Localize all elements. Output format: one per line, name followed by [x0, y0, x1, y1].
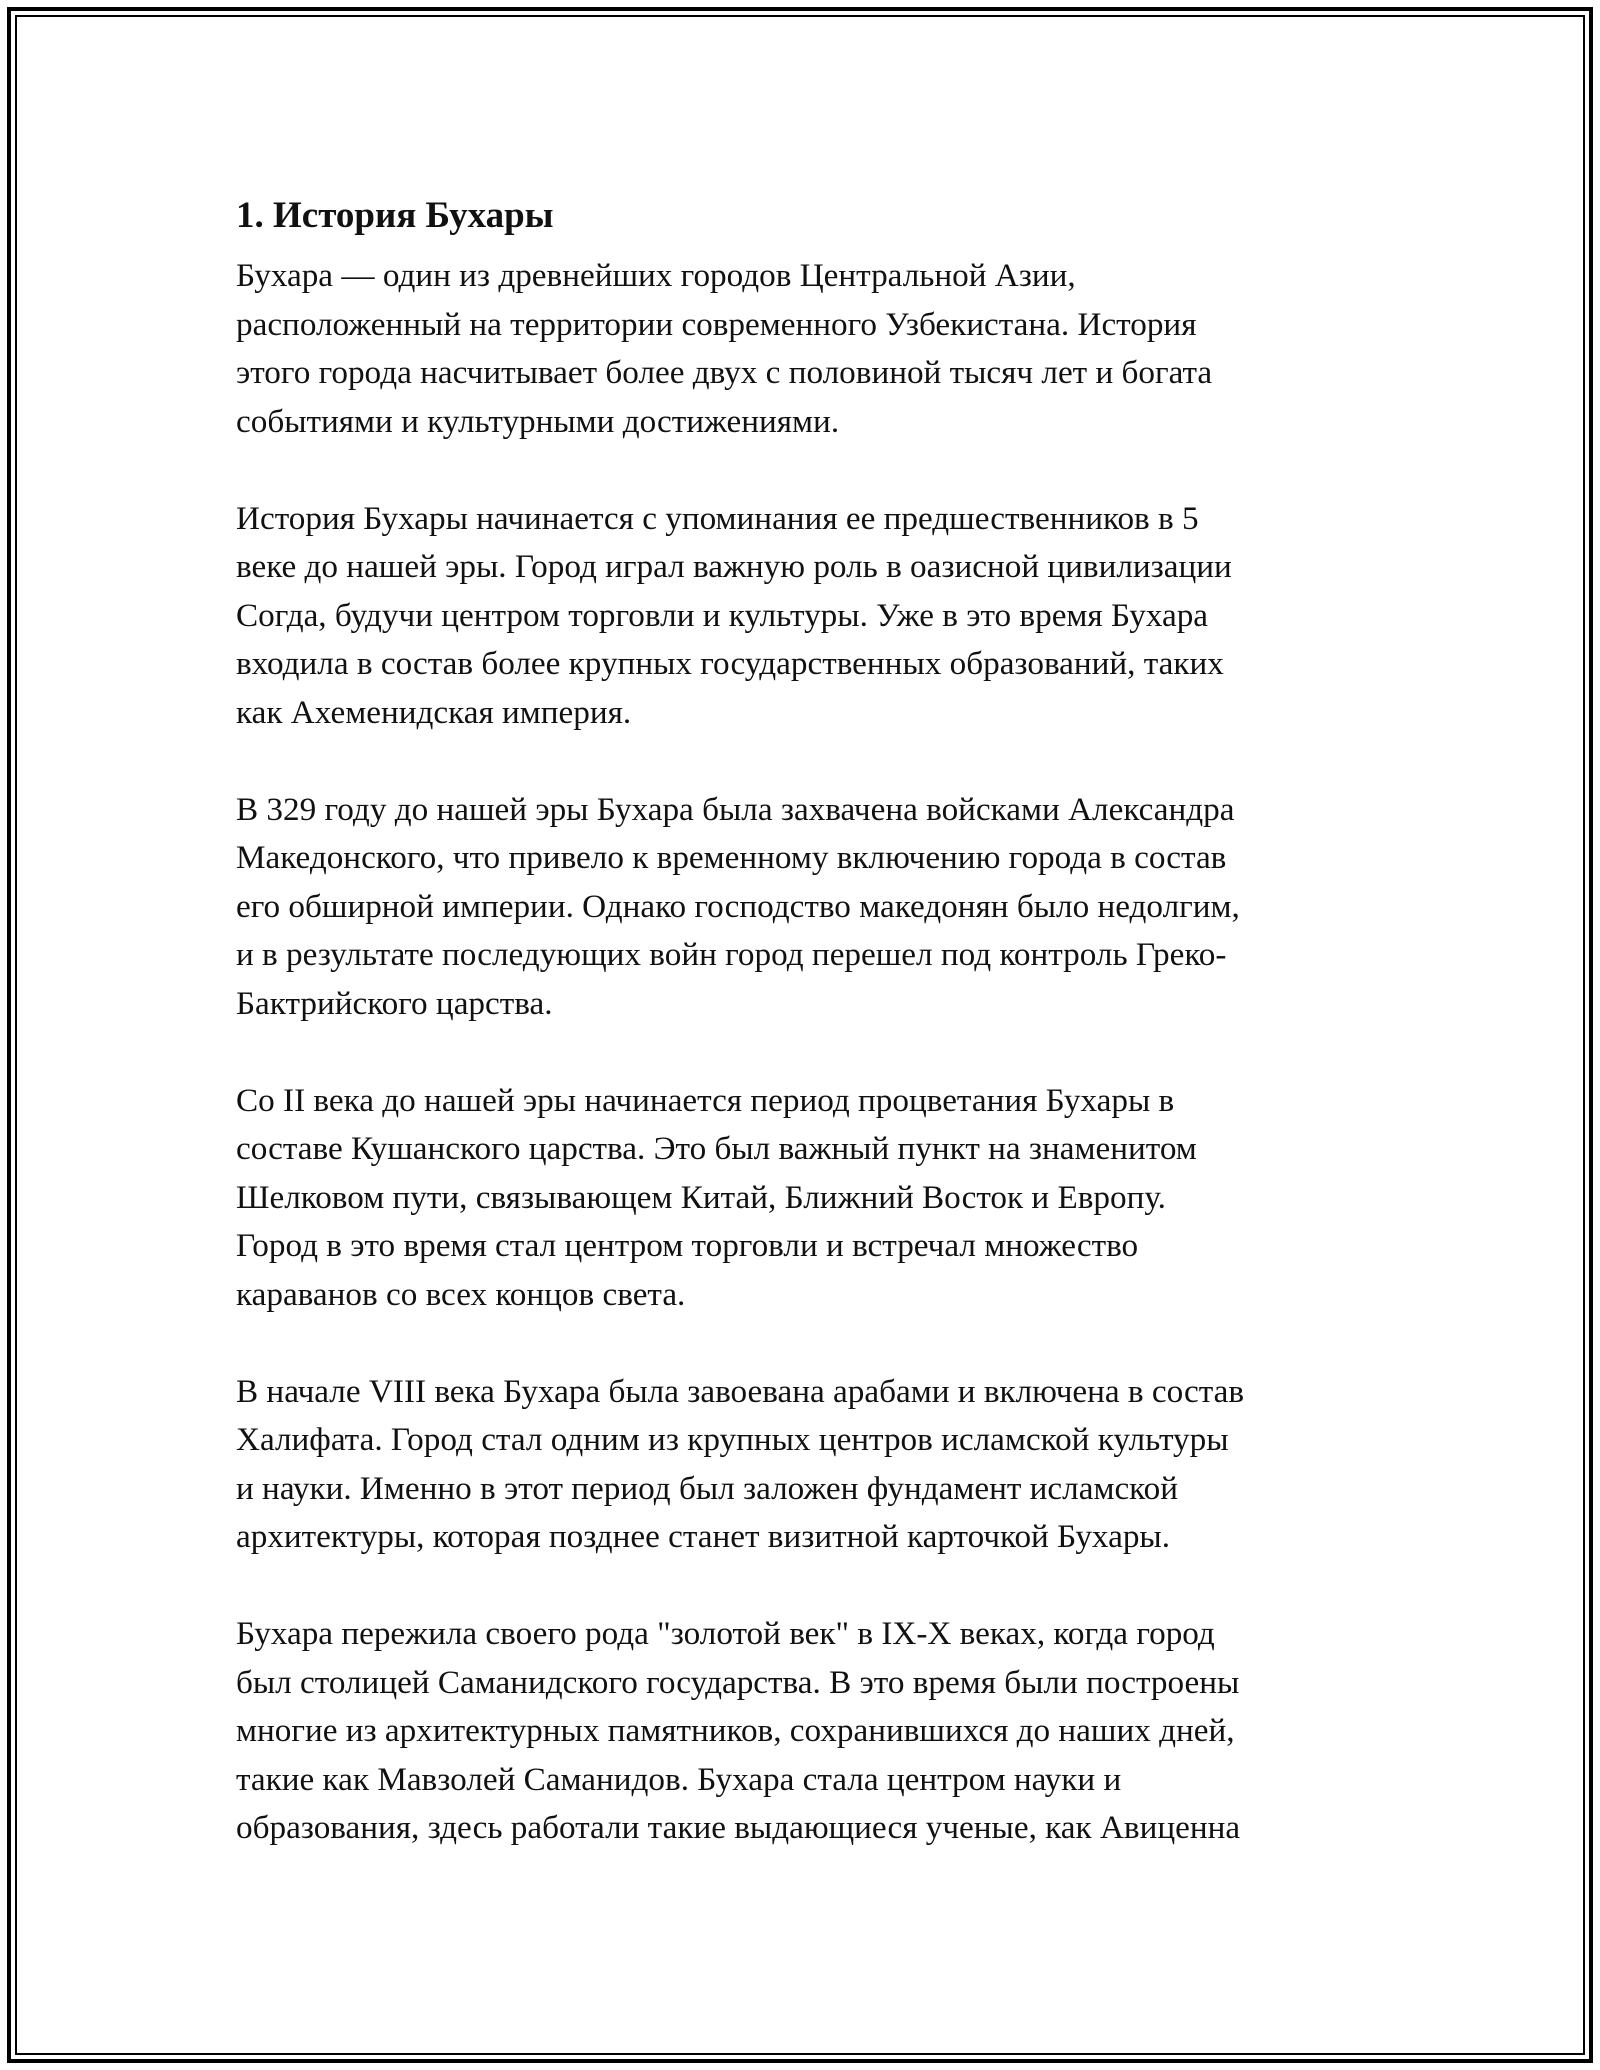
text-line: Бухара — один из древнейших городов Центральной Азии, [236, 257, 1076, 294]
text-line: В начале VIII века Бухара была завоевана арабами и включена в состав [236, 1372, 1245, 1410]
text-line: многие из архитектурных памятников, сохранившихся до наших дней, [236, 1712, 1235, 1749]
text-line: как Ахеменидская империя. [236, 693, 632, 731]
text-line: такие как Мавзолей Саманидов. Бухара стала центром науки и [236, 1760, 1122, 1798]
text-line: входила в состав более крупных государственных образований, таких [236, 645, 1224, 682]
text-line: был столицей Саманидского государства. В это время были построены [236, 1663, 1240, 1701]
section-heading: 1. История Бухары [236, 195, 554, 236]
text-line: В 329 году до нашей эры Бухара была захвачена войсками Александра [236, 790, 1235, 828]
text-line: Согда, будучи центром торговли и культуры. Уже в это время Бухара [236, 596, 1209, 634]
paragraph [236, 252, 1366, 446]
text-line: и в результате последующих войн город перешел под контроль Греко- [236, 936, 1227, 973]
text-line: Со II века до нашей эры начинается период процветания Бухары в [236, 1081, 1175, 1119]
text-line: составе Кушанского царства. Это был важный пункт на знаменитом [236, 1130, 1197, 1167]
paragraph [236, 786, 1366, 1029]
paragraph-list [236, 252, 1366, 1853]
paragraph [236, 1077, 1366, 1320]
text-line: Македонского, что привело к временному включению города в состав [236, 839, 1227, 876]
text-line: караванов со всех концов света. [236, 1275, 686, 1313]
text-line: История Бухары начинается с упоминания ее предшественников в 5 [236, 499, 1199, 537]
text-line: Бактрийского царства. [236, 984, 553, 1022]
paragraph [236, 1368, 1366, 1562]
text-line: Халифата. Город стал одним из крупных центров исламской культуры [236, 1421, 1229, 1458]
paragraph [236, 1610, 1366, 1853]
text-line: событиями и культурными достижениями. [236, 402, 840, 440]
document-body [236, 186, 1366, 1901]
text-line: Город в это время стал центром торговли и встречал множество [236, 1227, 1139, 1264]
text-line: этого города насчитывает более двух с половиной тысяч лет и богата [236, 354, 1213, 391]
text-line: архитектуры, которая позднее станет визитной карточкой Бухары. [236, 1518, 1171, 1555]
text-line: веке до нашей эры. Город играл важную роль в оазисной цивилизации [236, 548, 1232, 585]
paragraph [236, 495, 1366, 738]
text-line: Шелковом пути, связывающем Китай, Ближний Восток и Европу. [236, 1178, 1166, 1216]
text-line: образования, здесь работали такие выдающиеся ученые, как Авиценна [236, 1809, 1241, 1846]
text-line: его обширной империи. Однако господство македонян было недолгим, [236, 887, 1240, 925]
text-line: расположенный на территории современного Узбекистана. История [236, 305, 1197, 343]
text-line: и науки. Именно в этот период был заложен фундамент исламской [236, 1469, 1178, 1507]
text-line: Бухара пережила своего рода "золотой век" в IX-X веках, когда город [236, 1615, 1215, 1652]
